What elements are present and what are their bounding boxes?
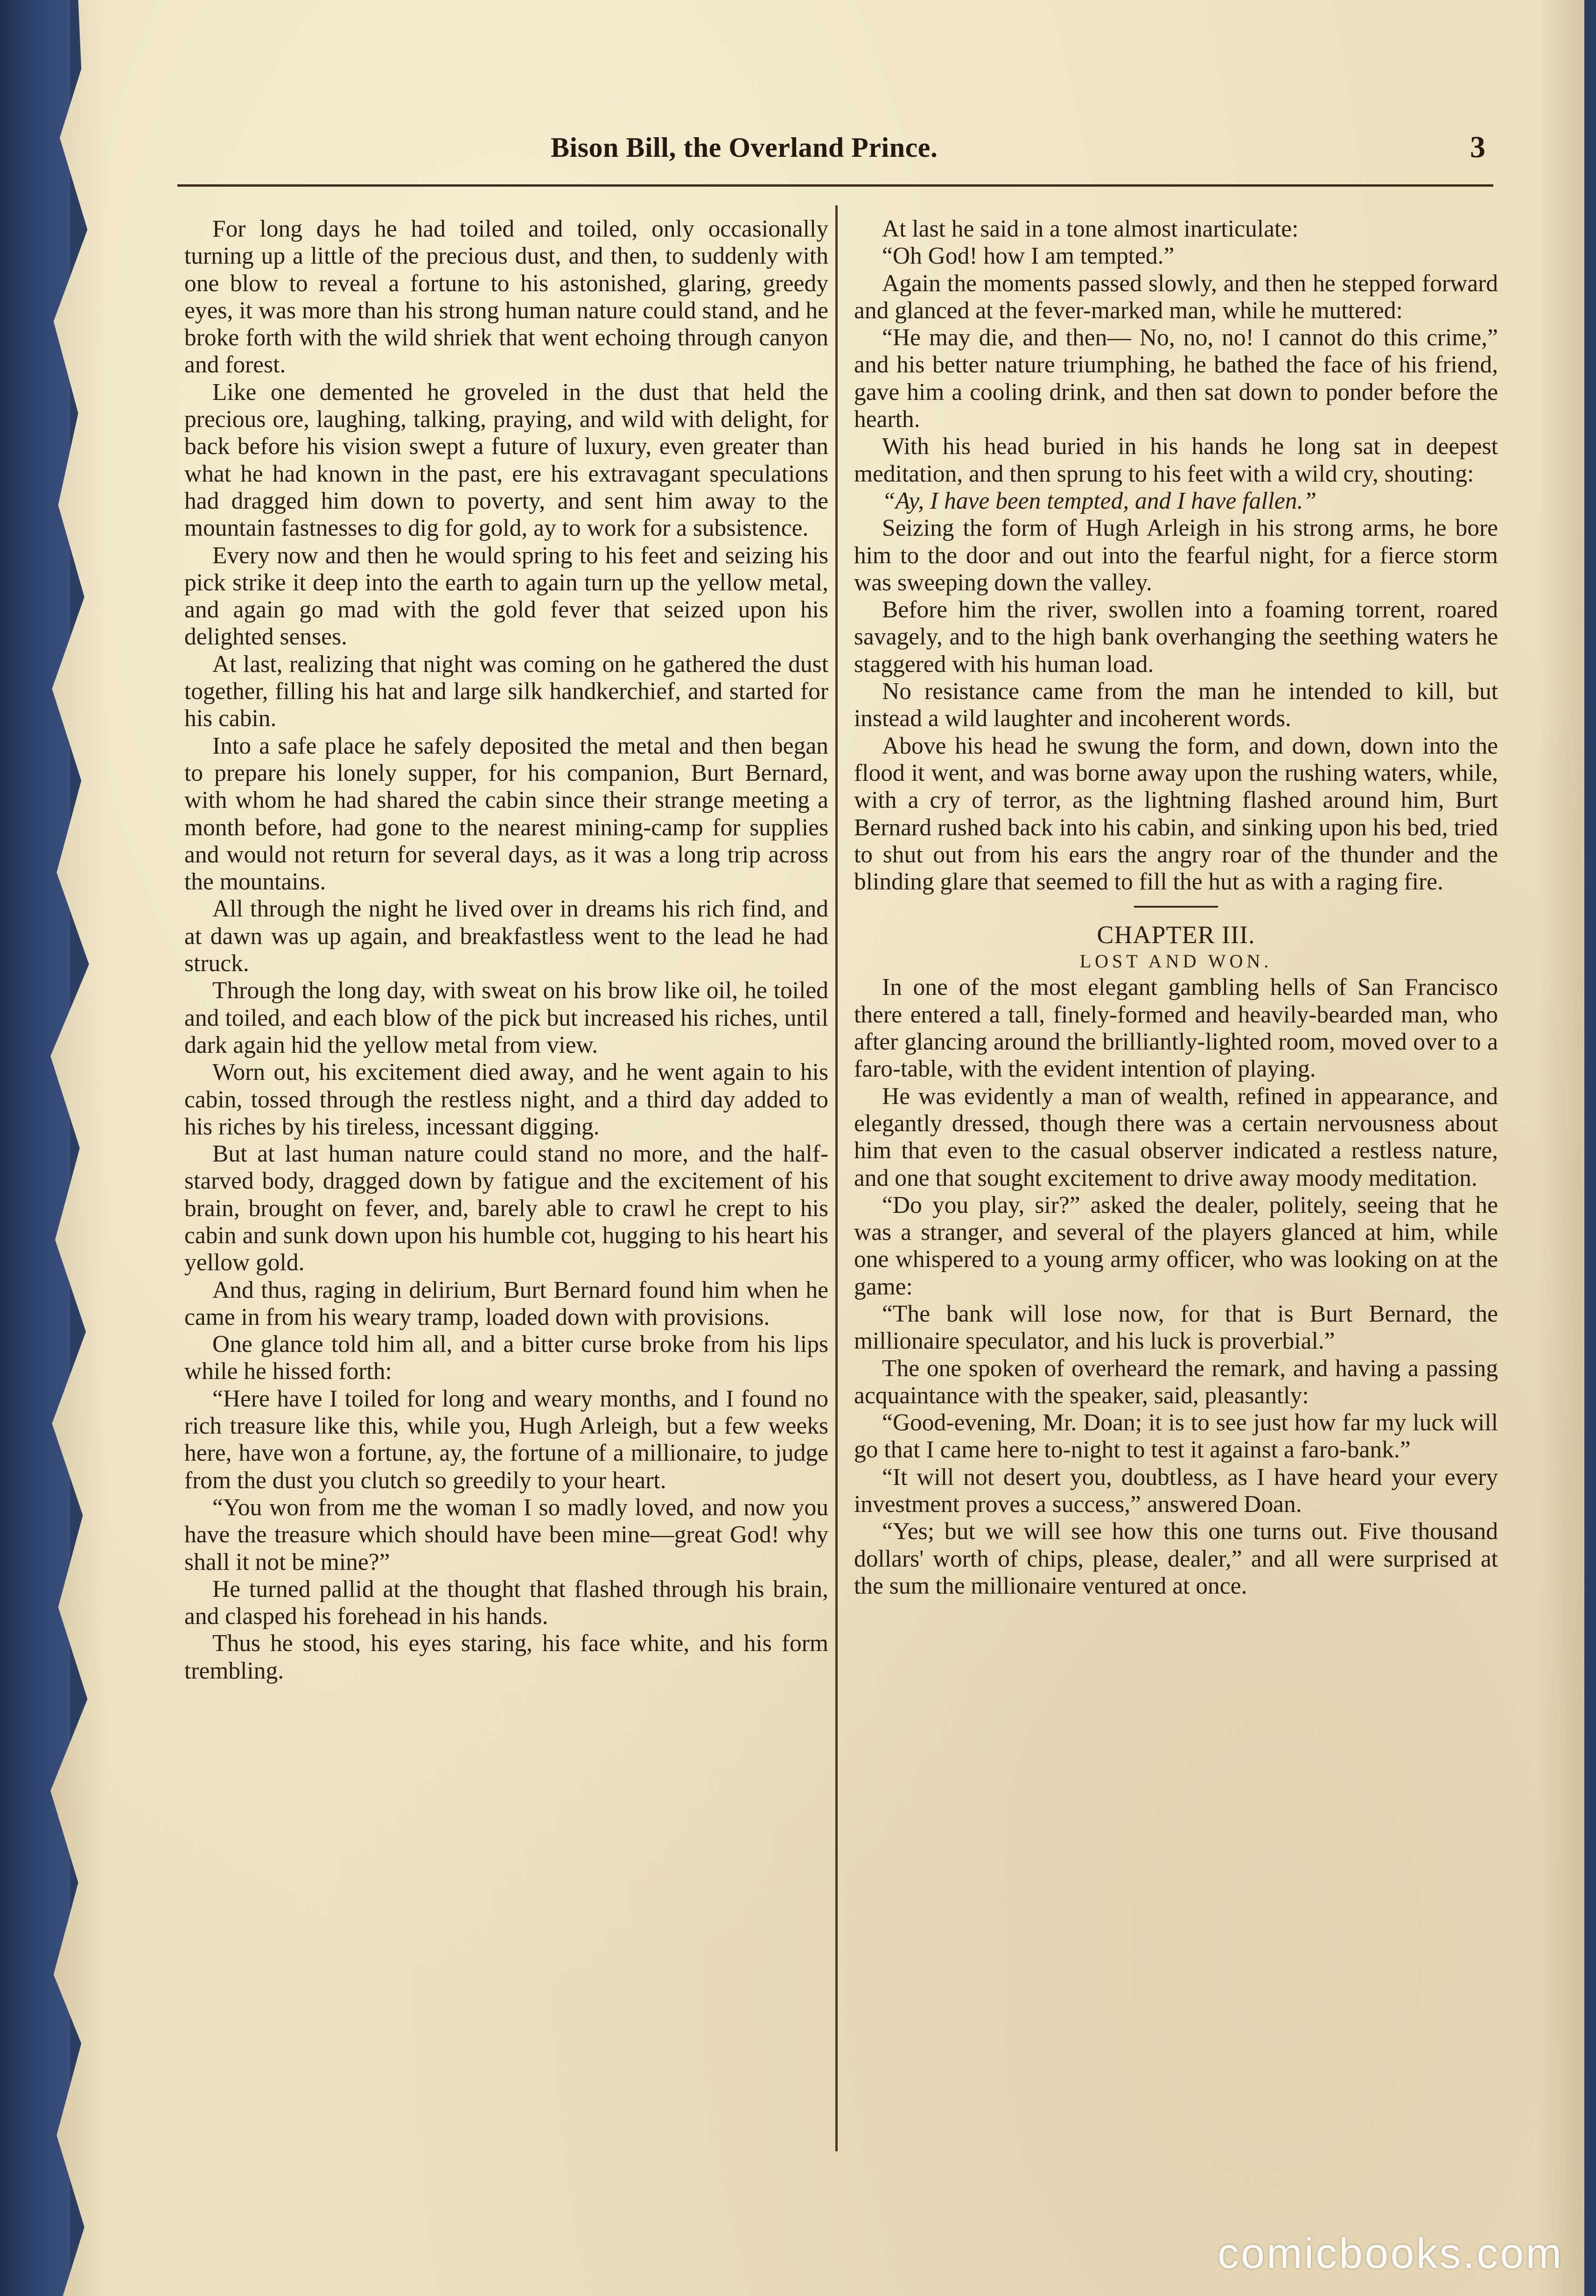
paragraph: “It will not desert you, doubtless, as I have heard your every investment proves a success,” answered Doan. [854,1463,1498,1518]
paragraph: Thus he stood, his eyes staring, his face white, and his form trembling. [184,1630,828,1684]
paragraph: Every now and then he would spring to his feet and seizing his pick strike it deep into the earth to again turn up the yellow metal, and again go mad with the gold fever that seized upon his delighted senses. [184,542,828,651]
watermark: comicbooks.com [1217,2230,1563,2277]
header-rule [177,184,1493,187]
paragraph: He turned pallid at the thought that flashed through his brain, and clasped his forehead in his hands. [184,1575,828,1630]
paragraph: Into a safe place he safely deposited the metal and then began to prepare his lonely supper, for his companion, Burt Bernard, with whom he had shared the cabin since their strange meeting a month before, had gone to the nearest mining-camp for supplies and would not return for several days, as it was a long trip across the mountains. [184,732,828,896]
paragraph-italic: “Ay, I have been tempted, and I have fallen.” [882,487,1317,514]
paragraph: Like one demented he groveled in the dust that held the precious ore, laughing, talking, praying, and wild with delight, for back before his vision swept a future of luxury, even greater than what he had known in the past, ere his extravagant speculations had dragged him down to poverty, and sent him away to the mountain fastnesses to dig for gold, ay to work for a subsistence. [184,378,828,542]
paragraph: “He may die, and then— No, no, no! I cannot do this crime,” and his better nature triumphing, he bathed the face of his friend, gave him a cooling drink, and then sat down to ponder before the hearth. [854,324,1498,433]
paragraph: He was evidently a man of wealth, refined in appearance, and elegantly dressed, though there was a certain nervousness about him that even to the casual observer indicated a restless nature, and one that sought excitement to drive away moody meditation. [854,1083,1498,1191]
column-divider [835,205,838,2151]
page-number: 3 [1470,130,1485,164]
paragraph: “Good-evening, Mr. Doan; it is to see just how far my luck will go that I came here to-night to test it against a faro-bank.” [854,1409,1498,1463]
running-header-title: Bison Bill, the Overland Prince. [551,132,938,163]
paragraph: No resistance came from the man he intended to kill, but instead a wild laughter and incoherent words. [854,678,1498,732]
left-column [184,216,828,1685]
paragraph: “You won from me the woman I so madly loved, and now you have the treasure which should have been mine—great God! why shall it not be mine?” [184,1494,828,1575]
paragraph: And thus, raging in delirium, Burt Bernard found him when he came in from his weary tramp, loaded down with provisions. [184,1276,828,1330]
paragraph: In one of the most elegant gambling hells of San Francisco there entered a tall, finely-formed and heavily-bearded man, who after glancing around the brilliantly-lighted room, moved over to a faro-table, with the evident intention of playing. [854,974,1498,1083]
paragraph: At last he said in a tone almost inarticulate: [882,216,1299,242]
binding-strip [0,0,70,2296]
paragraph: Before him the river, swollen into a foaming torrent, roared savagely, and to the high bank overhanging the seething waters he staggered with his human load. [854,596,1498,678]
paragraph: With his head buried in his hands he long sat in deepest meditation, and then sprung to his feet with a wild cry, shouting: [854,433,1498,487]
paragraph: The one spoken of overheard the remark, and having a passing acquaintance with the speaker, said, pleasantly: [854,1355,1498,1409]
paragraph: At last, realizing that night was coming on he gathered the dust together, filling his hat and large silk handkerchief, and started for his cabin. [184,651,828,732]
paragraph: But at last human nature could stand no more, and the half-starved body, dragged down by fatigue and the excitement of his brain, brought on fever, and, barely able to crawl he crept to his cabin and sunk down upon his humble cot, hugging to his heart his yellow gold. [184,1141,828,1276]
paragraph: One glance told him all, and a bitter curse broke from his lips while he hissed forth: [184,1331,828,1385]
chapter-title: CHAPTER III. [1097,921,1255,949]
paragraph: All through the night he lived over in dreams his rich find, and at dawn was up again, and breakfastless went to the lead he had struck. [184,896,828,977]
paragraph: Worn out, his excitement died away, and he went again to his cabin, tossed through the restless night, and a third day added to his riches by his tireless, incessant digging. [184,1059,828,1140]
paragraph: For long days he had toiled and toiled, only occasionally turning up a little of the precious dust, and then, to suddenly with one blow to reveal a fortune to his astonished, glaring, greedy eyes, it was more than his strong human nature could stand, and he broke forth with the wild shriek that went echoing through canyon and forest. [184,216,828,378]
chapter-subtitle: LOST AND WON. [1079,951,1273,972]
paragraph: “Yes; but we will see how this one turns out. Five thousand dollars' worth of chips, please, dealer,” and all were surprised at the sum the millionaire ventured at once. [854,1518,1498,1599]
paragraph: Through the long day, with sweat on his brow like oil, he toiled and toiled, and each blow of the pick but increased his riches, until dark again hid the yellow metal from view. [184,977,828,1058]
paragraph: Seizing the form of Hugh Arleigh in his strong arms, he bore him to the door and out into the fearful night, for a fierce storm was sweeping down the valley. [854,515,1498,596]
chapter-separator-rule [1134,906,1218,908]
paragraph: “Here have I toiled for long and weary months, and I found no rich treasure like this, while you, Hugh Arleigh, but a few weeks here, have won a fortune, ay, the fortune of a millionaire, to judge from the dust you clutch so greedily to your heart. [184,1385,828,1494]
right-column [854,216,1498,1600]
paragraph: Again the moments passed slowly, and then he stepped forward and glanced at the fever-marked man, while he muttered: [854,270,1498,324]
paragraph: “Oh God! how I am tempted.” [882,243,1175,270]
paragraph: “Do you play, sir?” asked the dealer, politely, seeing that he was a stranger, and several of the players glanced at him, while one whispered to a young army officer, who was looking on at the game: [854,1191,1498,1300]
paragraph: Above his head he swung the form, and down, down into the flood it went, and was borne away upon the rushing waters, while, with a cry of terror, as the lightning flashed around him, Burt Bernard rushed back into his cabin, and sinking upon his bed, tried to shut out from his ears the angry roar of the thunder and the blinding glare that seemed to fill the hut as with a raging fire. [854,732,1498,896]
paragraph: “The bank will lose now, for that is Burt Bernard, the millionaire speculator, and his luck is proverbial.” [854,1300,1498,1355]
